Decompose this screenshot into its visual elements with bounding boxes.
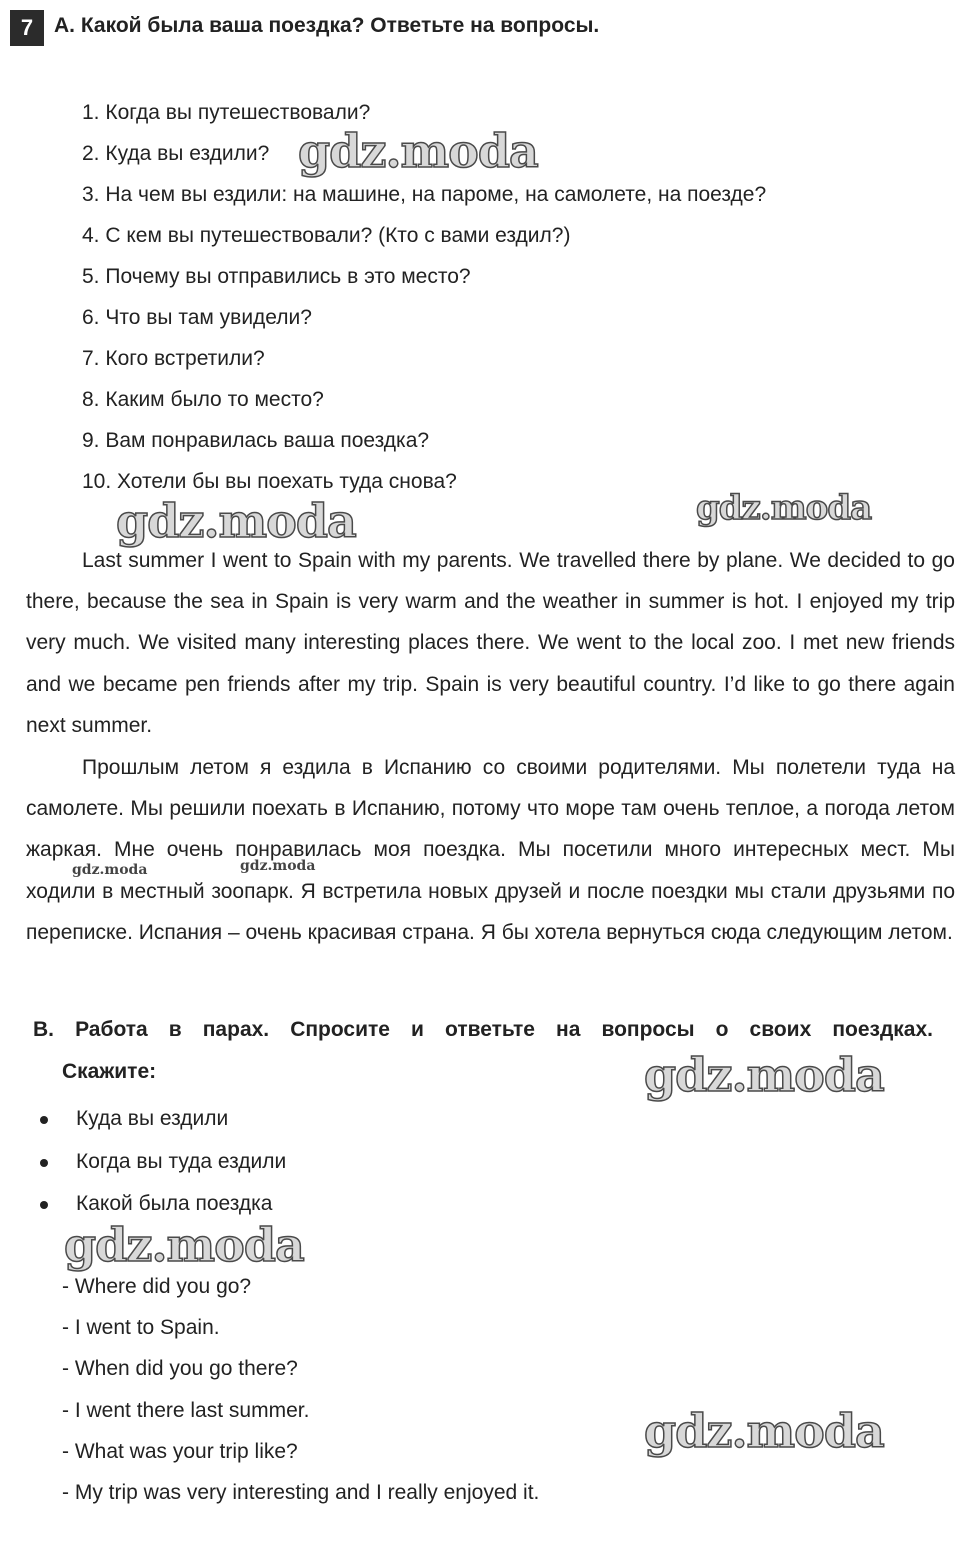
dialogue-line: - What was your trip like? xyxy=(62,1439,298,1463)
question-item: 2. Куда вы ездили? xyxy=(82,142,270,165)
question-item: 9. Вам понравилась ваша поездка? xyxy=(82,429,430,452)
dialogue-line: - I went there last summer. xyxy=(62,1398,310,1422)
question-item: 7. Кого встретили? xyxy=(82,347,265,370)
bullet-item xyxy=(40,1098,286,1141)
bullet-list xyxy=(40,1098,286,1226)
question-item: 8. Каким было то место? xyxy=(82,388,324,411)
section-b-title: B. Работа в парах. Спросите и ответьте на вопросы о своих поездках. xyxy=(33,1018,933,1041)
bullet-dot-icon xyxy=(40,1116,48,1124)
question-item: 10. Хотели бы вы поехать туда снова? xyxy=(82,470,457,493)
bullet-dot-icon xyxy=(40,1159,48,1167)
question-item: 1. Когда вы путешествовали? xyxy=(82,101,371,124)
watermark: gdz.moda xyxy=(644,1048,884,1102)
question-item: 5. Почему вы отправились в это место? xyxy=(82,265,471,288)
section-a-title: A. Какой была ваша поездка? Ответьте на вопросы. xyxy=(54,14,600,37)
watermark: gdz.moda xyxy=(240,858,316,874)
dialogue-list xyxy=(62,1266,539,1513)
question-item: 3. На чем вы ездили: на машине, на пароме, на самолете, на поезде? xyxy=(82,183,767,206)
bullet-item xyxy=(40,1183,286,1226)
watermark: gdz.moda xyxy=(72,862,148,878)
watermark: gdz.moda xyxy=(298,124,538,178)
bullet-text: Какой была поездка xyxy=(76,1192,273,1215)
watermark: gdz.moda xyxy=(644,1404,884,1458)
say-label: Скажите: xyxy=(62,1060,157,1083)
answer-russian-paragraph: Прошлым летом я ездила в Испанию со своими родителями. Мы полетели туда на самолете. Мы решили поехать в Испанию, потому что море там очень теплое, а погода летом жаркая. Мне очень понравилась моя поездка. Мы посетили много интересных мест. Мы ходили в местный зоопарк. Я встретила новых друзей и после поездки мы стали друзьями по переписке. Испания – очень красивая страна. Я бы хотела вернуться сюда следующим летом. xyxy=(26,756,955,944)
bullet-text: Куда вы ездили xyxy=(76,1107,229,1130)
question-item: 6. Что вы там увидели? xyxy=(82,306,312,329)
bullet-dot-icon xyxy=(40,1201,48,1209)
bullet-text: Когда вы туда ездили xyxy=(76,1149,287,1173)
dialogue-line: - Where did you go? xyxy=(62,1275,252,1298)
dialogue-line: - I went to Spain. xyxy=(62,1316,220,1340)
watermark: gdz.moda xyxy=(64,1218,304,1272)
task-number-badge: 7 xyxy=(10,10,44,46)
dialogue-line: - When did you go there? xyxy=(62,1357,298,1381)
bullet-item xyxy=(40,1141,286,1184)
question-item: 4. С кем вы путешествовали? (Кто с вами ездил?) xyxy=(82,224,571,247)
answer-english-paragraph: Last summer I went to Spain with my parents. We travelled there by plane. We decided to go there, because the sea in Spain is very warm and the weather in summer is hot. I enjoyed my trip very much. We visited many interesting places there. We went to the local zoo. I met new friends and we became pen friends after my trip. Spain is very beautiful country. I’d like to go there again next summer. xyxy=(26,549,955,737)
watermark: gdz.moda xyxy=(116,494,356,548)
watermark: gdz.moda xyxy=(696,488,872,528)
dialogue-line: - My trip was very interesting and I really enjoyed it. xyxy=(62,1480,540,1504)
question-list xyxy=(82,92,766,502)
